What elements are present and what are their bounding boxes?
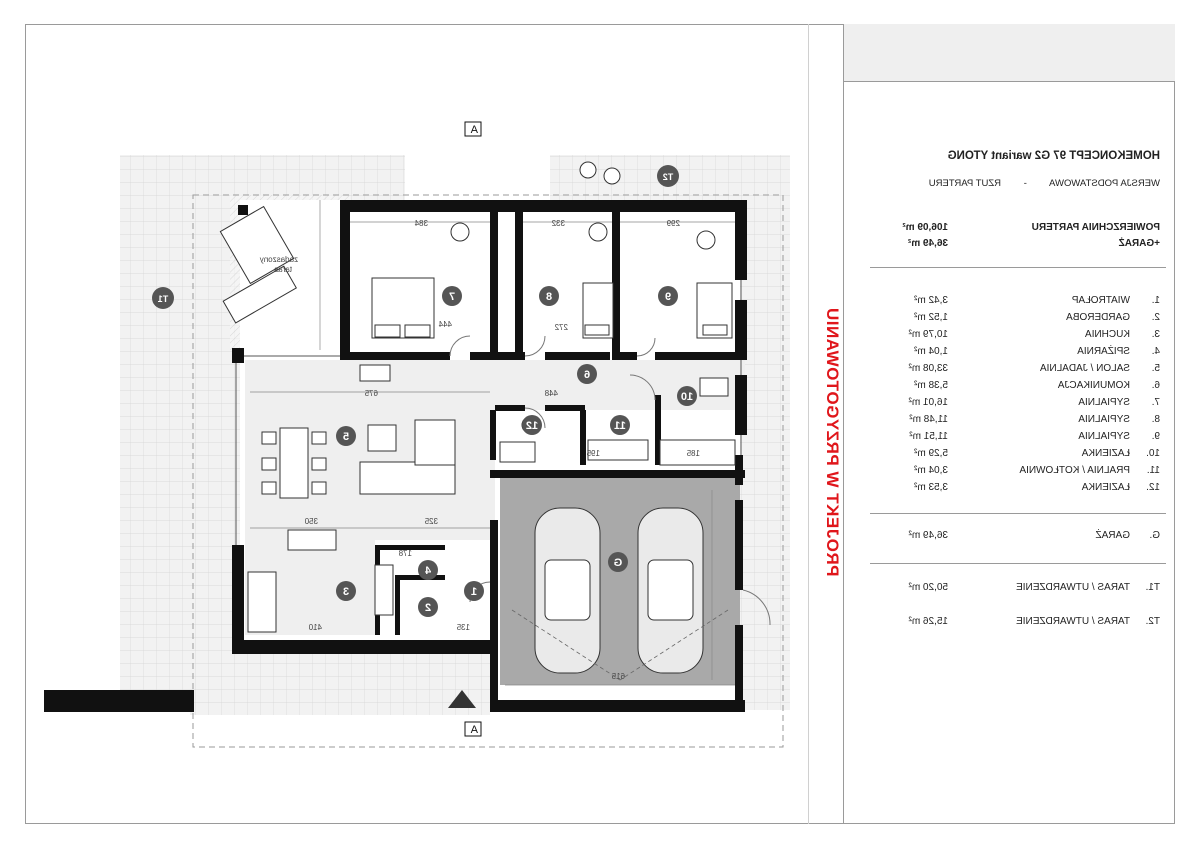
dim-text: 350 bbox=[304, 517, 318, 526]
room-row: 3. KUCHNIA 10,79 m² bbox=[908, 329, 1160, 340]
room-marker-7 bbox=[442, 286, 462, 306]
room-row: 12. ŁAZIENKA 3,53 m² bbox=[914, 482, 1160, 493]
dim-text: 448 bbox=[544, 389, 558, 398]
room-row: 10. ŁAZIENKA 5,29 m² bbox=[914, 448, 1160, 459]
room-row: 1. WIATROŁAP 3,42 m² bbox=[914, 295, 1160, 306]
garage-row: G. GARAŻ 36,49 m² bbox=[908, 530, 1160, 541]
room-marker-g bbox=[608, 552, 628, 572]
room-row: 6. KOMUNIKACJA 5,38 m² bbox=[914, 380, 1160, 391]
svg-text:3: 3 bbox=[342, 586, 350, 598]
project-name: HOMEKONCEPT 97 G2 wariant YTONG bbox=[947, 150, 1160, 162]
section-mark-bottom: A bbox=[470, 724, 478, 736]
svg-text:4: 4 bbox=[424, 565, 432, 577]
room-marker-11 bbox=[610, 415, 630, 435]
room-marker-12 bbox=[522, 415, 542, 435]
room-row: 8. SYPIALNIA 11,48 m² bbox=[909, 414, 1160, 425]
dim-text: 325 bbox=[424, 517, 438, 526]
svg-text:7: 7 bbox=[448, 291, 456, 303]
svg-text:5: 5 bbox=[342, 431, 350, 443]
dim-text: 410 bbox=[308, 623, 322, 632]
separator-3 bbox=[870, 563, 1166, 564]
terrace-note-line2: taras bbox=[274, 265, 292, 274]
area-value: 106,09 m² bbox=[902, 222, 948, 233]
dim-text: 135 bbox=[456, 623, 470, 632]
svg-text:G: G bbox=[613, 557, 623, 569]
title-block-header bbox=[844, 24, 1175, 82]
room-marker-5 bbox=[336, 426, 356, 446]
terrace-row-1: T1. TARAS / UTWARDZENIE 50,20 m² bbox=[908, 582, 1160, 593]
room-marker-1 bbox=[464, 581, 484, 601]
dim-text: 272 bbox=[554, 323, 568, 332]
svg-text:6: 6 bbox=[583, 369, 591, 381]
dim-text: 178 bbox=[398, 549, 412, 558]
room-row: 11. PRALNIA / KOTŁOWNIA 3,04 m² bbox=[914, 465, 1160, 476]
svg-text:T1: T1 bbox=[157, 294, 169, 304]
room-marker-10 bbox=[677, 386, 697, 406]
title-block-text bbox=[862, 150, 1160, 640]
room-list bbox=[862, 292, 1160, 496]
svg-text:12: 12 bbox=[525, 420, 539, 432]
room-marker-t2 bbox=[657, 165, 679, 187]
dim-text: 444 bbox=[438, 320, 452, 329]
garage-label: +GARAŻ bbox=[1118, 238, 1160, 249]
svg-text:10: 10 bbox=[680, 391, 694, 403]
version-line bbox=[929, 178, 1160, 189]
room-row: 9. SYPIALNIA 11,51 m² bbox=[909, 431, 1160, 442]
room-marker-3 bbox=[336, 581, 356, 601]
terrace-row-2: T2. TARAS / UTWARDZENIE 15,26 m² bbox=[908, 616, 1160, 627]
svg-text:8: 8 bbox=[545, 291, 553, 303]
room-marker-4 bbox=[418, 560, 438, 580]
dim-text: 675 bbox=[364, 389, 378, 398]
room-row: 7. SYPIALNIA 16,01 m² bbox=[908, 397, 1160, 408]
room-marker-6 bbox=[577, 364, 597, 384]
terrace-note-line1: zadaszony bbox=[259, 255, 298, 264]
area-label: POWIERZCHNIA PARTERU bbox=[1031, 222, 1160, 233]
room-row: 2. GARDEROBA 1,52 m² bbox=[914, 312, 1160, 323]
svg-text:2: 2 bbox=[424, 602, 432, 614]
room-marker-2 bbox=[418, 597, 438, 617]
separator-2 bbox=[870, 513, 1166, 514]
dim-text: 299 bbox=[666, 219, 680, 228]
svg-text:11: 11 bbox=[614, 420, 626, 432]
version: WERSJA PODSTAWOWA bbox=[1049, 178, 1160, 189]
stamp bbox=[824, 270, 840, 610]
room-marker-9 bbox=[658, 286, 678, 306]
section-mark-top: A bbox=[470, 124, 478, 136]
dim-text: 615 bbox=[611, 672, 625, 681]
room-row: 5. SALON / JADALNIA 33,08 m² bbox=[908, 363, 1160, 374]
room-marker-t1 bbox=[152, 287, 174, 309]
svg-text:1: 1 bbox=[470, 586, 478, 598]
svg-text:T2: T2 bbox=[662, 172, 674, 182]
version-separator: - bbox=[1023, 178, 1027, 189]
sheet-name: RZUT PARTERU bbox=[928, 178, 1002, 189]
dim-text: 332 bbox=[551, 219, 565, 228]
stamp-text: PROJEKT W PRZYGOTOWANIU bbox=[823, 307, 842, 577]
svg-text:9: 9 bbox=[664, 291, 672, 303]
garage-value: 36,49 m² bbox=[907, 238, 948, 249]
separator-1 bbox=[870, 267, 1166, 268]
dim-text: 195 bbox=[586, 449, 600, 458]
sheet-divider bbox=[808, 24, 809, 824]
room-marker-8 bbox=[539, 286, 559, 306]
room-row: 4. SPIŻARNIA 1,04 m² bbox=[914, 346, 1160, 357]
dim-text: 384 bbox=[414, 219, 428, 228]
dim-text: 185 bbox=[686, 449, 700, 458]
